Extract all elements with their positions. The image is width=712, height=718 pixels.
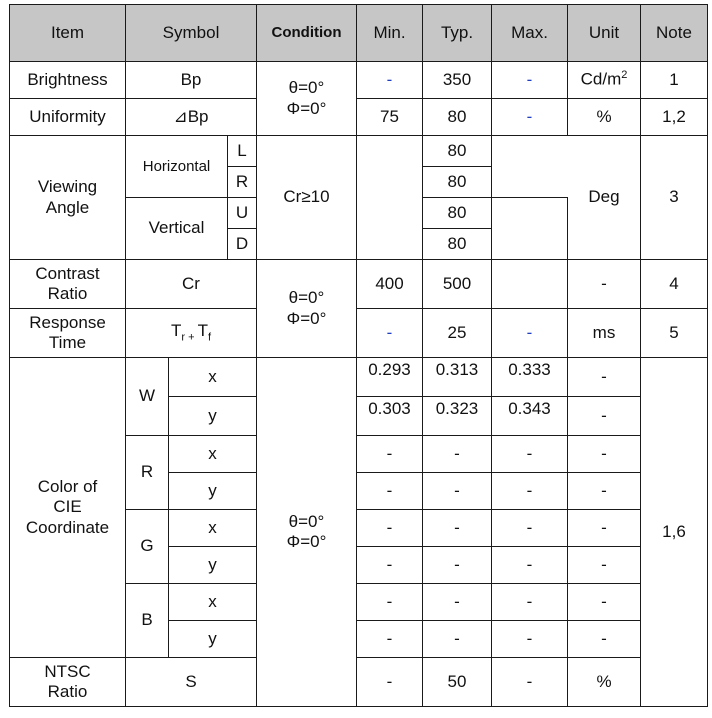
response-sym-r: r	[181, 331, 186, 344]
contrast-label	[10, 260, 126, 309]
response-min: -	[357, 309, 423, 358]
viewing-note: 3	[641, 136, 708, 260]
table-row-brightness	[10, 62, 708, 99]
condition-theta: θ=0°	[288, 78, 325, 98]
uniformity-label: Uniformity	[10, 99, 126, 136]
response-sym-t1: T	[170, 321, 182, 341]
contrast-note: 4	[641, 260, 708, 309]
header-unit: Unit	[568, 5, 641, 62]
header-symbol: Symbol	[126, 5, 257, 62]
cie-b-y-unit: -	[568, 621, 641, 658]
cie-r-x: x	[169, 436, 257, 473]
uniformity-min: 75	[357, 99, 423, 136]
response-label	[10, 309, 126, 358]
cie-label	[10, 358, 126, 658]
viewing-R: R	[228, 167, 257, 198]
cie-g-x: x	[169, 510, 257, 547]
header-max: Max.	[492, 5, 568, 62]
header-min: Min.	[357, 5, 423, 62]
brightness-typ: 350	[423, 62, 492, 99]
uniformity-max: -	[492, 99, 568, 136]
cie-b-x-unit: -	[568, 584, 641, 621]
condition-theta-2: θ=0°	[288, 288, 325, 308]
contrast-unit: -	[568, 260, 641, 309]
cie-w-y-min: 0.303	[357, 397, 423, 436]
viewing-max-top	[492, 136, 568, 198]
cie-b-label: B	[126, 584, 169, 658]
cie-g-y: y	[169, 547, 257, 584]
response-sym-plus: +	[185, 331, 198, 344]
response-note: 5	[641, 309, 708, 358]
cie-b-y-min: -	[357, 621, 423, 658]
response-symbol	[126, 309, 257, 358]
contrast-label-line1: Contrast	[35, 263, 100, 283]
cie-note: 1,6	[641, 358, 708, 707]
cie-r-x-min: -	[357, 436, 423, 473]
cie-w-y-max: 0.343	[492, 397, 568, 436]
condition-phi: Φ=0°	[286, 98, 327, 118]
condition-theta-3: θ=0°	[288, 511, 325, 531]
condition-cell-2	[257, 260, 357, 358]
viewing-angle-label	[10, 136, 126, 260]
table-row-uniformity	[10, 99, 708, 136]
response-sym-f: f	[207, 331, 212, 344]
cie-w-x: x	[169, 358, 257, 397]
cie-r-y-unit: -	[568, 473, 641, 510]
viewing-L: L	[228, 136, 257, 167]
ntsc-symbol: S	[126, 658, 257, 707]
cie-b-x-typ: -	[423, 584, 492, 621]
uniformity-note: 1,2	[641, 99, 708, 136]
cie-r-y-max: -	[492, 473, 568, 510]
cie-w-x-min: 0.293	[357, 358, 423, 397]
contrast-typ: 500	[423, 260, 492, 309]
ntsc-typ: 50	[423, 658, 492, 707]
viewing-condition: Cr≥10	[257, 136, 357, 260]
cie-w-x-typ: 0.313	[423, 358, 492, 397]
table-row-ntsc	[10, 658, 708, 707]
ntsc-label-line1: NTSC	[44, 661, 91, 681]
table-row-response	[10, 309, 708, 358]
ntsc-label	[10, 658, 126, 707]
brightness-min: -	[357, 62, 423, 99]
header-condition: Condition	[257, 5, 357, 62]
cie-b-y-max: -	[492, 621, 568, 658]
cie-g-x-typ: -	[423, 510, 492, 547]
brightness-note: 1	[641, 62, 708, 99]
table-row-contrast	[10, 260, 708, 309]
condition-cell-3	[257, 358, 357, 707]
cie-g-y-typ: -	[423, 547, 492, 584]
brightness-label: Brightness	[10, 62, 126, 99]
viewing-typ-R: 80	[423, 167, 492, 198]
ntsc-unit: %	[568, 658, 641, 707]
table-row-cie-wx	[10, 358, 708, 397]
viewing-typ-L: 80	[423, 136, 492, 167]
contrast-max	[492, 260, 568, 309]
brightness-symbol: Bp	[126, 62, 257, 99]
response-unit: ms	[568, 309, 641, 358]
viewing-horizontal: Horizontal	[126, 136, 228, 198]
cie-w-y-unit: -	[568, 397, 641, 436]
cie-label-line2: CIE	[53, 497, 82, 517]
viewing-typ-U: 80	[423, 198, 492, 229]
response-max: -	[492, 309, 568, 358]
header-typ: Typ.	[423, 5, 492, 62]
cie-b-x-max: -	[492, 584, 568, 621]
cie-w-y: y	[169, 397, 257, 436]
ntsc-max: -	[492, 658, 568, 707]
cie-g-y-max: -	[492, 547, 568, 584]
response-label-line1: Response	[29, 312, 106, 332]
viewing-U: U	[228, 198, 257, 229]
optical-spec-table	[9, 4, 708, 707]
cie-label-line1: Color of	[37, 476, 98, 496]
cie-r-y-typ: -	[423, 473, 492, 510]
cie-r-x-unit: -	[568, 436, 641, 473]
cie-w-x-unit: -	[568, 358, 641, 397]
viewing-max-bottom	[492, 198, 568, 260]
cie-g-label: G	[126, 510, 169, 584]
contrast-label-line2: Ratio	[47, 284, 88, 303]
cie-g-y-min: -	[357, 547, 423, 584]
condition-phi-2: Φ=0°	[286, 308, 327, 328]
cie-g-x-max: -	[492, 510, 568, 547]
brightness-unit-base: Cd/m	[580, 70, 622, 90]
response-typ: 25	[423, 309, 492, 358]
uniformity-typ: 80	[423, 99, 492, 136]
viewing-label-line1: Viewing	[37, 177, 98, 197]
contrast-symbol: Cr	[126, 260, 257, 309]
cie-r-y: y	[169, 473, 257, 510]
response-sym-t2: T	[197, 321, 208, 341]
cie-w-y-typ: 0.323	[423, 397, 492, 436]
table-header-row	[10, 5, 708, 62]
brightness-unit-exp: 2	[621, 69, 628, 82]
cie-w-x-max: 0.333	[492, 358, 568, 397]
viewing-D: D	[228, 229, 257, 260]
cie-g-y-unit: -	[568, 547, 641, 584]
viewing-unit: Deg	[568, 136, 641, 260]
cie-g-x-min: -	[357, 510, 423, 547]
condition-phi-3: Φ=0°	[286, 532, 327, 551]
header-item: Item	[10, 5, 126, 62]
viewing-min-top	[357, 136, 423, 198]
brightness-unit	[568, 62, 641, 99]
cie-b-y: y	[169, 621, 257, 658]
viewing-typ-D: 80	[423, 229, 492, 260]
cie-b-y-typ: -	[423, 621, 492, 658]
cie-b-x-min: -	[357, 584, 423, 621]
cie-r-x-max: -	[492, 436, 568, 473]
brightness-max: -	[492, 62, 568, 99]
cie-r-y-min: -	[357, 473, 423, 510]
uniformity-unit: %	[568, 99, 641, 136]
uniformity-symbol: ⊿Bp	[126, 99, 257, 136]
table-row-viewing-L	[10, 136, 708, 167]
viewing-min-bottom	[357, 198, 423, 260]
header-note: Note	[641, 5, 708, 62]
contrast-min: 400	[357, 260, 423, 309]
ntsc-min: -	[357, 658, 423, 707]
viewing-vertical: Vertical	[126, 198, 228, 260]
condition-cell-1	[257, 62, 357, 136]
cie-g-x-unit: -	[568, 510, 641, 547]
cie-b-x: x	[169, 584, 257, 621]
response-label-line2: Time	[48, 333, 87, 352]
ntsc-label-line2: Ratio	[47, 682, 88, 701]
cie-r-label: R	[126, 436, 169, 510]
cie-w-label: W	[126, 358, 169, 436]
viewing-label-line2: Angle	[45, 197, 90, 217]
cie-r-x-typ: -	[423, 436, 492, 473]
cie-label-line3: Coordinate	[25, 517, 110, 537]
